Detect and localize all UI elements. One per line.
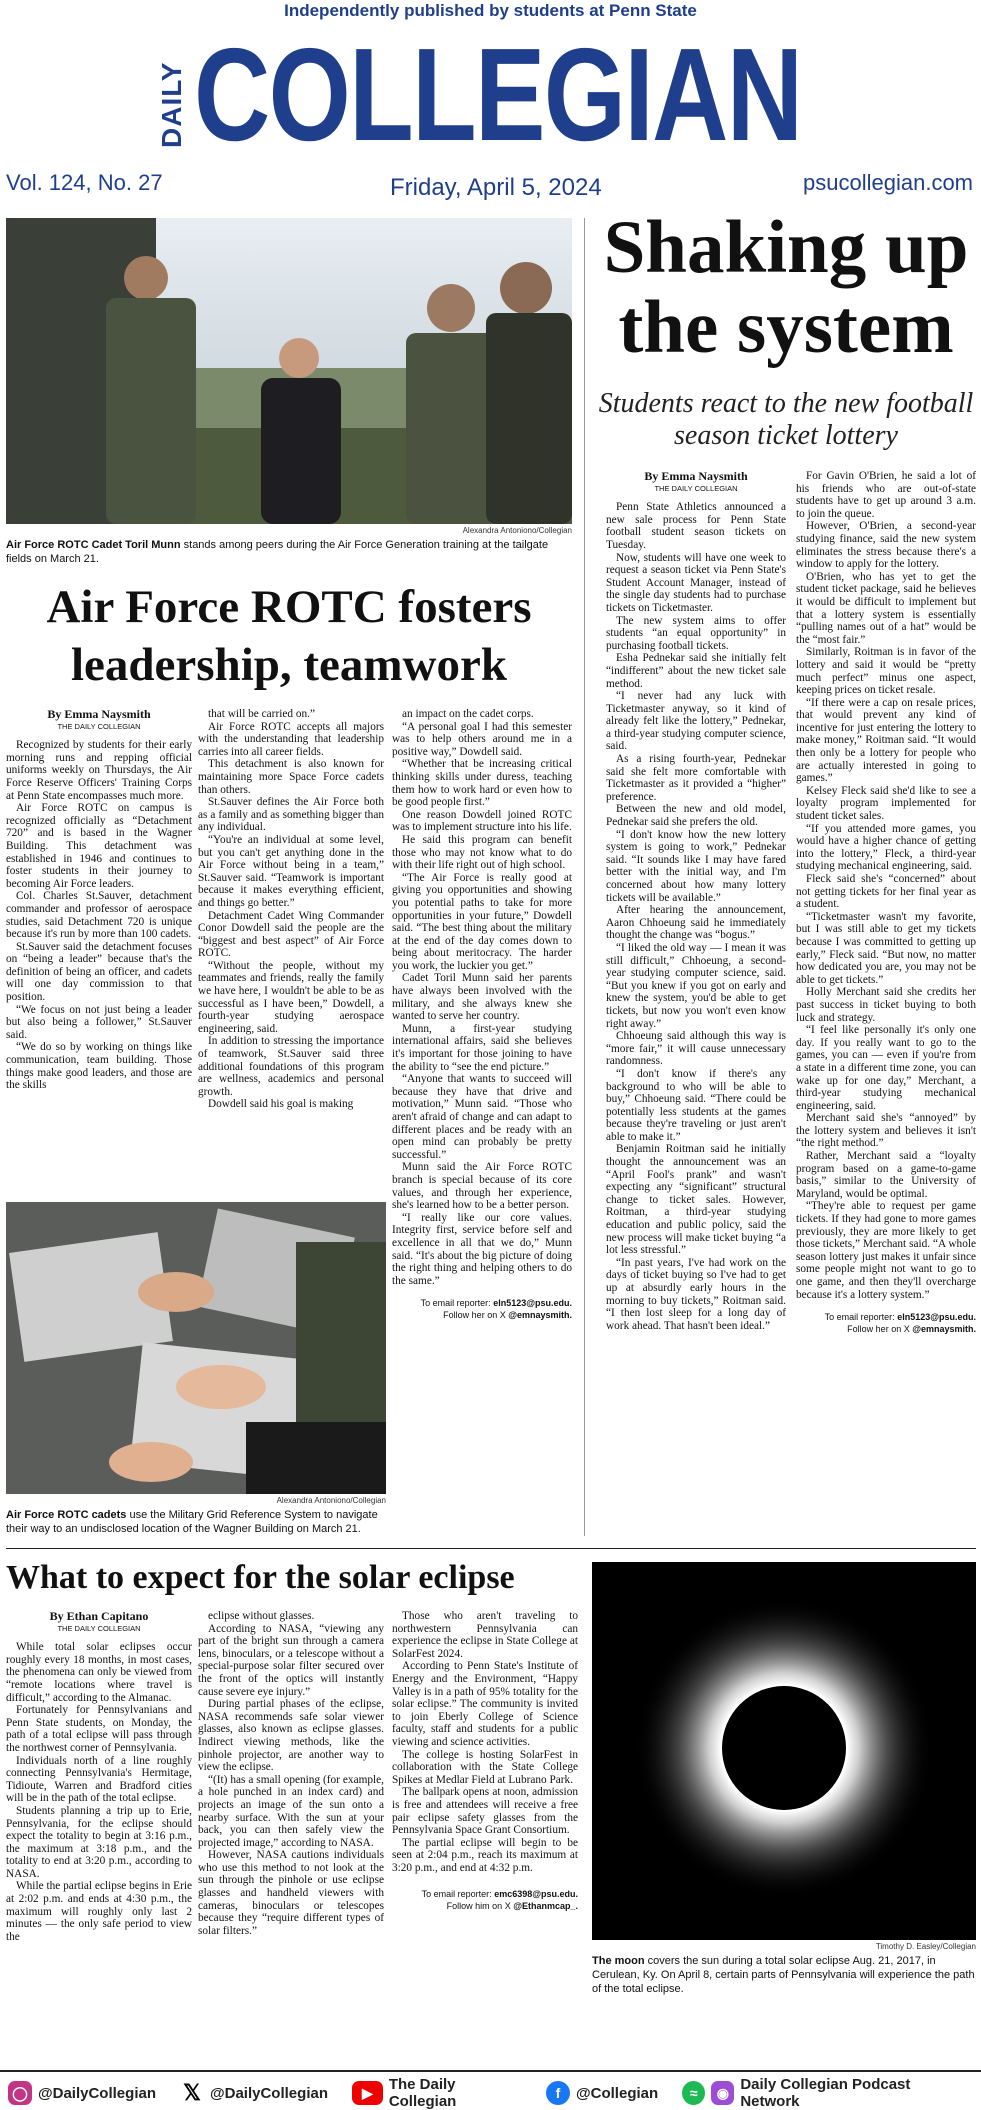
paragraph: In addition to stressing the importance of teamwork, St.Sauver said three additional foundations of this program are wellness, academics and personal growth. — [198, 1035, 384, 1098]
tickets-column-1 — [606, 470, 786, 1332]
paragraph: Kelsey Fleck said she'd like to see a loyalty program implemented for student ticket sales. — [796, 784, 976, 823]
reporter-x-handle[interactable]: @Ethanmcap_. — [513, 1901, 578, 1912]
reporter-contact — [392, 1888, 578, 1912]
paragraph: “Anyone that wants to succeed will because they have that drive and motivation,” Munn said. “Those who aren't afraid of change and can adapt to different places and be ready with an open mind can probably be pretty successful.” — [392, 1073, 572, 1161]
rotc-column-3 — [392, 708, 572, 1321]
rotc-photo-caption — [6, 538, 572, 566]
paragraph: “I liked the old way — I mean it was still difficult,” Chhoeung, a second-year studying computer science, said. “But you knew if you got on early and knew the system, you'd be able to get tickets, but now you won't even know right away.” — [606, 941, 786, 1030]
instagram-handle: @DailyCollegian — [38, 2084, 156, 2102]
paragraph: Dowdell said his goal is making — [208, 1098, 354, 1111]
youtube-icon: ▶ — [352, 2081, 383, 2105]
tickets-deck: Students react to the new football season ticket lottery — [598, 388, 974, 451]
reporter-email[interactable]: eln5123@psu.edu. — [897, 1312, 976, 1323]
social-footer — [0, 2076, 981, 2110]
paragraph: Air Force ROTC on campus is recognized officially as “Detachment 720” and is based in the Wagner Building. This detachment was established in 1946 and continues to foster students in their journey to becoming Air Force leaders. — [6, 802, 192, 890]
paragraph: Similarly, Roitman is in favor of the lottery and said it would be “pretty much perfect” minus one aspect, keeping prices on ticket resale. — [796, 646, 976, 697]
caption-lead: Air Force ROTC cadets — [6, 1509, 127, 1521]
paragraph: “They're able to request per game tickets. If they had gone to more games previously, they are more likely to get those tickets,” Merchant said. “A whole season lottery just makes it unfair since some people might not want to go to one game, and then they'll overcharge because it's a lottery system.” — [796, 1200, 976, 1301]
paragraph: “I never had any luck with Ticketmaster anyway, so it kind of already felt like the lottery,” Pednekar, a third-year studying computer science, said. — [606, 690, 786, 753]
section-rule — [6, 1548, 976, 1549]
rotc-column-1 — [6, 708, 192, 1092]
paragraph: Rather, Merchant said a “loyalty program based on a game-to-game basis,” similar to the University of Maryland, would be optimal. — [796, 1150, 976, 1200]
paragraph: Munn said the Air Force ROTC branch is special because of its core values, and through her experience, she's learned how to be a better person. — [392, 1161, 572, 1212]
paragraph: Now, students will have one week to request a season ticket via Penn State's Student Account Manager, instead of the single day students had to purchase tickets on Ticketmaster. — [606, 551, 786, 614]
caption-text: use the Military Grid Reference System to navigate their way to an undisclosed location of the Wagner Building on March 21. — [6, 1509, 378, 1535]
reporter-email[interactable]: emc6398@psu.edu. — [494, 1889, 578, 1900]
footer-rule — [0, 2070, 981, 2072]
eclipse-photo-credit: Timothy D. Easley/Collegian — [875, 1942, 976, 1951]
paragraph: The ballpark opens at noon, admission is free and attendees will receive a free pair eclipse safety glasses from the Pennsylvania Space Grant Consortium. — [392, 1786, 578, 1837]
tickets-headline: Shaking up the system — [603, 206, 969, 369]
facebook-link[interactable] — [546, 2081, 658, 2105]
instagram-icon: ◯ — [8, 2081, 32, 2105]
section-divider — [584, 218, 585, 1536]
rotc-photo-credit: Alexandra Antoniono/Collegian — [462, 526, 572, 535]
website-link[interactable]: psucollegian.com — [803, 170, 973, 195]
eclipse-column-2 — [198, 1610, 384, 1937]
rotc-map-photo-credit: Alexandra Antoniono/Collegian — [276, 1496, 386, 1505]
paragraph: Individuals north of a line roughly connecting Pennsylvania's Hermitage, Tidioute, Warren and Bradford cities will be in the path of the total eclipse. — [6, 1754, 192, 1805]
podcast-network: Daily Collegian Podcast Network — [740, 2076, 911, 2110]
issue-date: Friday, April 5, 2024 — [390, 174, 602, 201]
paragraph: Esha Pednekar said she initially felt “indifferent” about the new ticket sale method. — [606, 652, 786, 690]
volume-number: Vol. 124, No. 27 — [6, 170, 163, 195]
paragraph: eclipse without glasses. — [208, 1610, 315, 1622]
paragraph: However, O'Brien, a second-year studying finance, said the new system eliminates the stress because there's a window to apply for the lottery. — [796, 520, 976, 571]
contact-label: To email reporter: — [421, 1889, 495, 1900]
paragraph: Cadet Toril Munn said her parents have always been involved with the military, and she always knew she wanted to serve her country. — [392, 972, 572, 1023]
paragraph: Air Force ROTC accepts all majors with the understanding that leadership carries into all career fields. — [198, 720, 384, 758]
facebook-handle: @Collegian — [576, 2084, 659, 2102]
paragraph: an impact on the cadet corps. — [402, 708, 534, 720]
contact-label: Follow her on X — [847, 1324, 913, 1335]
youtube-link[interactable] — [352, 2076, 522, 2110]
paragraph: Those who aren't traveling to northwestern Pennsylvania can experience the eclipse in State College at SolarFest 2024. — [392, 1610, 578, 1660]
byline-org: THE DAILY COLLEGIAN — [57, 1623, 141, 1633]
paragraph: “A personal goal I had this semester was to help others around me in a positive way,” Dowdell said. — [392, 720, 572, 758]
reporter-contact — [392, 1297, 572, 1321]
paragraph: O'Brien, who has yet to get the student ticket package, said he believes it would be difficult to implement but that a lottery system is essentially “pulling names out of a hat” would be the “most fair.” — [796, 570, 976, 646]
byline: By Ethan Capitano — [49, 1609, 149, 1623]
eclipse-headline: What to expect for the solar eclipse — [6, 1559, 515, 1596]
instagram-link[interactable] — [8, 2081, 156, 2105]
x-link[interactable] — [180, 2081, 328, 2105]
caption-lead: The moon — [592, 1955, 645, 1967]
rotc-photo — [6, 218, 572, 524]
paragraph: However, NASA cautions individuals who use this method to not look at the sun through the pinhole or use eclipse glasses and handheld viewers with cameras, binoculars or telescopes because they “require different types of solar filters.” — [198, 1849, 384, 1937]
paragraph: “You're an individual at some level, but you can't get anything done in the Air Force without being in a team,” St.Sauver said. “Teamwork is important because it makes everything efficient, and things go better.” — [198, 833, 384, 909]
paragraph: “If you attended more games, you would have a higher chance of getting into the lottery,” Fleck, a third-year studying mechanical engineering, said. — [796, 822, 976, 873]
paragraph: Fleck said she's “concerned” about not getting tickets for her final year as a student. — [796, 873, 976, 911]
eclipse-photo — [592, 1562, 976, 1940]
contact-label: Follow him on X — [446, 1901, 514, 1912]
paragraph: Benjamin Roitman said he initially thought the announcement was an “April Fool's prank” and wasn't expecting any “significant” structural change to ticket sales. However, Roitman, a third-year studying education and public policy, said the new process will make ticket buying “a lot less stressful.” — [606, 1143, 786, 1257]
podcast-icon: ◉ — [711, 2081, 734, 2105]
masthead-daily: DAILY — [156, 61, 187, 149]
eclipse-photo-caption — [592, 1954, 976, 1996]
paragraph: According to NASA, “viewing any part of the bright sun through a camera lens, binoculars, or a telescope without a special-purpose solar filter secured over the front of the optics will instantly cause severe eye injury.” — [198, 1622, 384, 1698]
paragraph: “The Air Force is really good at giving you opportunities and showing you potential paths to take for more opportunities in your future,” Dowdell said. “The best thing about the military at the end of the day comes down to being about meritocracy. The harder you work, the luckier you get.” — [392, 871, 572, 972]
contact-label: To email reporter: — [824, 1312, 898, 1323]
paragraph: “Ticketmaster wasn't my favorite, but I was still able to get my tickets because I was committed to getting up early,” Fleck said. “But now, no matter how dedicated you are, you may not be able to get tickets.” — [796, 910, 976, 986]
byline-org: THE DAILY COLLEGIAN — [57, 721, 141, 731]
spotify-icon: ≈ — [682, 2081, 705, 2105]
eclipse-column-3 — [392, 1610, 578, 1912]
paragraph: “In past years, I've had work on the days of ticket buying so I've had to get up at absurdly early hours in the morning to buy tickets,” Roitman said. “I then lost sleep for a long day of work ahead. That hasn't been ideal.” — [606, 1256, 786, 1332]
byline-org: THE DAILY COLLEGIAN — [654, 483, 738, 493]
paragraph: Detachment Cadet Wing Commander Conor Dowdell said the people are the “biggest and best aspect” of Air Force ROTC. — [198, 909, 384, 960]
paragraph: While the partial eclipse begins in Erie at 2:02 p.m. and ends at 4:30 p.m., the maximum will roughly only last 2 minutes — the only safe period to view the — [6, 1880, 192, 1943]
paragraph: St.Sauver said the detachment focuses on “being a leader” because that's the definition of being an officer, and cadets will one day commission to that position. — [6, 940, 192, 1004]
reporter-email[interactable]: eln5123@psu.edu. — [493, 1298, 572, 1309]
paragraph: Merchant said she's “annoyed” by the lottery system and believes it isn't “the right method.” — [796, 1112, 976, 1150]
contact-label: To email reporter: — [420, 1298, 494, 1309]
caption-text: covers the sun during a total solar eclipse Aug. 21, 2017, in Cerulean, Ky. On April 8, certain parts of Pennsylvania will experience the path of the total eclipse. — [592, 1955, 975, 1995]
paragraph: Recognized by students for their early morning runs and repping official uniforms weekly on Thursdays, the Air Force Reserve Officers' Training Corps at Penn State encompasses much more. — [6, 739, 192, 802]
masthead-logo: COLLEGIAN — [194, 21, 802, 168]
contact-label: Follow her on X — [443, 1310, 509, 1321]
rotc-headline: Air Force ROTC fosters leadership, teamwork — [46, 581, 532, 691]
paragraph: Between the new and old model, Pednekar said she prefers the old. — [606, 803, 786, 829]
paragraph: This detachment is also known for maintaining more Space Force cadets than others. — [198, 758, 384, 796]
paragraph: The new system aims to offer students “an equal opportunity” in purchasing football tickets. — [606, 614, 786, 652]
paragraph: “If there were a cap on resale prices, that would prevent any kind of incentive for just entering the lottery to make money,” Roitman said. “It would then only be a lottery for people who are actually interested in going to games.” — [796, 696, 976, 785]
rotc-map-caption — [6, 1508, 386, 1536]
paragraph: St.Sauver defines the Air Force both as a family and as something bigger than any individual. — [198, 796, 384, 834]
byline: By Emma Naysmith — [47, 707, 151, 721]
paragraph: Holly Merchant said she credits her past success in ticket buying to both luck and strategy. — [796, 986, 976, 1024]
paragraph: Munn, a first-year studying international affairs, said she believes it's important for those joining to have the ability to “see the end picture.” — [392, 1022, 572, 1073]
reporter-x-handle[interactable]: @emnaysmith. — [508, 1310, 572, 1321]
paragraph: The partial eclipse will begin to be seen at 2:04 p.m., reach its maximum at 3:20 p.m., and end at 4:32 p.m. — [392, 1836, 578, 1874]
paragraph: Col. Charles St.Sauver, detachment commander and professor of aerospace studies, said Detachment 720 is unique because it's run by more than 100 cadets. — [6, 890, 192, 941]
caption-text: stands among peers during the Air Force Generation training at the tailgate fields on March 21. — [6, 539, 549, 565]
paragraph: “Whether that be increasing critical thinking skills under duress, teaching them how to work hard or even how to be good people first.” — [392, 758, 572, 809]
paragraph: Chhoeung said although this way is “more fair,” it will cause unnecessary randomness. — [606, 1030, 786, 1068]
paragraph: Fortunately for Pennsylvanians and Penn State students, on Monday, the path of a total eclipse will pass through the northwest corner of Pennsylvania. — [6, 1704, 192, 1754]
eclipse-column-1 — [6, 1610, 192, 1943]
paragraph: He said this program can benefit those who may not know what to do with their life right out of high school. — [392, 833, 572, 872]
reporter-x-handle[interactable]: @emnaysmith. — [912, 1324, 976, 1335]
rotc-column-2 — [198, 708, 384, 1111]
paragraph: “I don't know how the new lottery system is going to work,” Pednekar said. “It sounds like I may have fared better with the initial way, and I'm concerned about how many lottery tickets will be available.” — [606, 828, 786, 904]
x-handle: @DailyCollegian — [210, 2084, 328, 2102]
paragraph: “We focus on not just being a leader but also being a follower,” St.Sauver said. — [6, 1003, 192, 1041]
reporter-contact — [796, 1311, 976, 1335]
podcast-link[interactable] — [682, 2076, 965, 2110]
masthead-tagline: Independently published by students at Penn State — [284, 1, 697, 20]
paragraph: that will be carried on.” — [208, 708, 315, 720]
x-icon: 𝕏 — [180, 2081, 204, 2105]
paragraph: The college is hosting SolarFest in collaboration with the State College Spikes at Medlar Field at Lubrano Park. — [392, 1748, 578, 1786]
paragraph: As a rising fourth-year, Pednekar said she felt more comfortable with Ticketmaster as it provided a “higher” preference. — [606, 753, 786, 803]
byline: By Emma Naysmith — [644, 469, 748, 483]
paragraph: During partial phases of the eclipse, NASA recommends safe solar viewer glasses, also known as eclipse glasses. Indirect viewing methods, like the pinhole projector, are another way to view the eclipse. — [198, 1698, 384, 1774]
paragraph: “I feel like personally it's only one day. If you really want to go to the games, you can — even if you're from a state in a different time zone, you can wake up for one day,” Merchant, a third-year studying mechanical engineering, said. — [796, 1024, 976, 1112]
youtube-channel: The Daily Collegian — [388, 2076, 457, 2110]
facebook-icon: f — [546, 2081, 570, 2105]
tickets-column-2 — [796, 470, 976, 1335]
rotc-map-photo — [6, 1202, 386, 1494]
paragraph: Students planning a trip up to Erie, Pennsylvania, for the eclipse should expect the totality to begin at 3:16 p.m., the maximum at 3:18 p.m., and the totality to end at 3:20 p.m., according to NASA. — [6, 1804, 192, 1880]
paragraph: “I don't know if there's any background to who will be able to buy,” Chhoeung said. “There could be potentially less students at the games because they're traveling or just aren't able to make it.” — [606, 1067, 786, 1143]
paragraph: Penn State Athletics announced a new sale process for Penn State football student season tickets on Tuesday. — [606, 501, 786, 551]
paragraph: One reason Dowdell joined ROTC was to implement structure into his life. — [392, 808, 572, 834]
paragraph: “I really like our core values. Integrity first, service before self and excellence in all that we do,” Munn said. “It's about the big picture of doing the right thing and helping others to do the same.” — [392, 1211, 572, 1287]
paragraph: While total solar eclipses occur roughly every 18 months, in most cases, the phenomena can only be viewed from “remote locations where travel is difficult,” according to the Almanac. — [6, 1641, 192, 1704]
caption-lead: Air Force ROTC Cadet Toril Munn — [6, 539, 181, 551]
paragraph: After hearing the announcement, Aaron Chhoeung said he immediately thought the change was “bogus.” — [606, 904, 786, 942]
paragraph: According to Penn State's Institute of Energy and the Environment, “Happy Valley is in a path of 95% totality for the solar eclipse.” The community is invited to join Eberly College of Science faculty, staff and students for a public viewing and science activities. — [392, 1660, 578, 1748]
paragraph: “Without the people, without my teammates and friends, really the family we have here, I wouldn't be able to be as successful as I have been,” Dowdell, a fourth-year studying aerospace engineering, said. — [198, 959, 384, 1035]
paragraph: For Gavin O'Brien, he said a lot of his friends who are out-of-state students have to get up around 3 a.m. to join the queue. — [796, 470, 976, 520]
paragraph: “(It) has a small opening (for example, a hole punched in an index card) and projects an image of the sun onto a nearby surface. With the sun at your back, you can then safely view the projected image,” according to NASA. — [198, 1773, 384, 1849]
paragraph: “We do so by working on things like communication, team building. Those things make good leaders, and those are the skills — [6, 1041, 192, 1092]
